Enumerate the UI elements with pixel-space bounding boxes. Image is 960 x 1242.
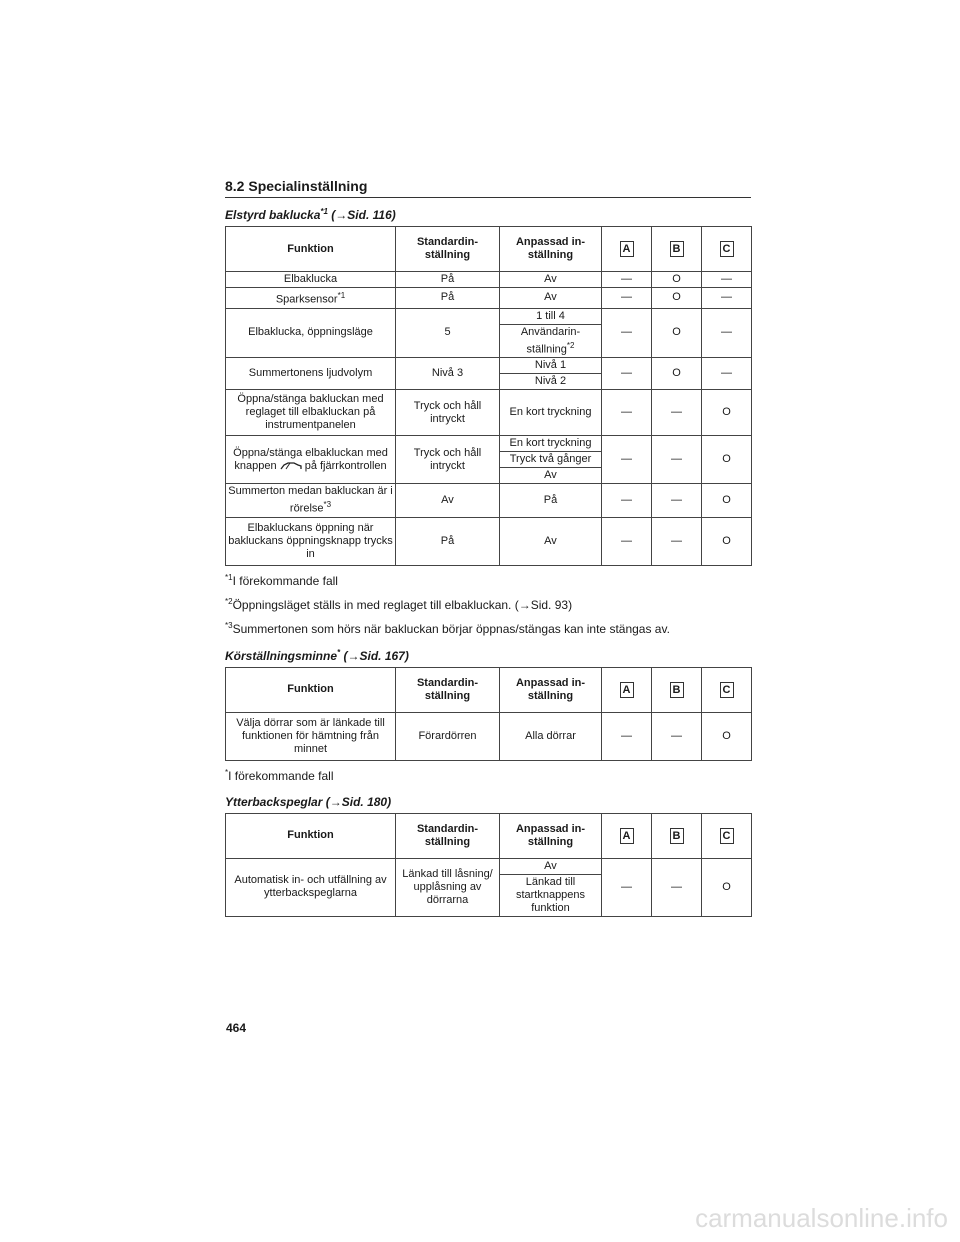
footnote-marker: *2 [225, 596, 233, 606]
column-b-box: B [670, 241, 684, 257]
header-b [652, 667, 702, 712]
cell-anpassad: Länkad till startknappens funktion [500, 874, 602, 916]
header-b [652, 813, 702, 858]
cell-text: Öppna/stänga elbakluckan med knappen [233, 446, 388, 472]
column-a-box: A [620, 241, 634, 257]
cell-anpassad: Tryck två gånger [500, 452, 602, 468]
table-row [226, 390, 752, 436]
cell-anpassad: Alla dörrar [500, 712, 602, 760]
cell-b: O [652, 358, 702, 390]
cell-b: — [652, 390, 702, 436]
table-row [226, 712, 752, 760]
watermark: carmanualsonline.info [695, 1203, 948, 1233]
header-funktion: Funktion [226, 667, 396, 712]
manual-page [225, 178, 751, 917]
header-a [602, 227, 652, 272]
cell-a: — [602, 858, 652, 916]
cell-c: — [702, 358, 752, 390]
cell-b: O [652, 308, 702, 358]
table-header-row [226, 813, 752, 858]
car-key-icon [280, 461, 302, 471]
cell-text: på fjärrkontrollen [304, 459, 387, 472]
cell-anpassad: En kort tryckning [500, 390, 602, 436]
cell-c: O [702, 436, 752, 484]
cell-anpassad: En kort tryckning [500, 436, 602, 452]
cell-standard: Förardörren [396, 712, 500, 760]
footnote-text: Summertonen som hörs när bakluckan börjar öppnas/stängas kan inte stängas av. [232, 621, 670, 636]
cell-anpassad [500, 324, 602, 358]
cell-funktion [226, 436, 396, 484]
section-title-korstallningsminne [225, 648, 751, 663]
header-b [652, 227, 702, 272]
cell-standard: 5 [396, 308, 500, 358]
footnote-2 [225, 597, 751, 612]
footnote-text: I förekommande fall [232, 573, 338, 588]
cell-funktion: Summertonens ljudvolym [226, 358, 396, 390]
footnote-section2 [225, 768, 751, 783]
cell-anpassad: 1 till 4 [500, 308, 602, 324]
header-anpassad: Anpassad in-ställning [500, 667, 602, 712]
footnote-marker: *3 [225, 620, 233, 630]
cell-a: — [602, 712, 652, 760]
cell-a: — [602, 272, 652, 288]
cell-a: — [602, 288, 652, 309]
settings-table-korstallningsminne [225, 667, 752, 761]
cell-anpassad: Av [500, 468, 602, 484]
header-c [702, 227, 752, 272]
cell-text: Sparksensor [275, 293, 338, 306]
cell-funktion: Automatisk in- och utfällning av ytterbackspeglarna [226, 858, 396, 916]
cell-funktion: Elbaklucka [226, 272, 396, 288]
footnote-text: Öppningsläget ställs in med reglaget till elbakluckan. (→Sid. 93) [232, 597, 573, 612]
section-title-text: Körställningsminne [225, 648, 338, 663]
cell-standard: Nivå 3 [396, 358, 500, 390]
cell-c: O [702, 858, 752, 916]
footnote-text: I förekommande fall [228, 768, 334, 783]
cell-a: — [602, 436, 652, 484]
header-funktion: Funktion [226, 813, 396, 858]
cell-standard: Länkad till låsning/ upplåsning av dörrarna [396, 858, 500, 916]
cell-standard: På [396, 517, 500, 565]
cell-standard: Tryck och håll intryckt [396, 436, 500, 484]
page-reference-link[interactable]: (→Sid. 167) [343, 648, 409, 663]
cell-text: Summerton medan bakluckan är i rörelse [228, 485, 393, 515]
cell-anpassad: Av [500, 272, 602, 288]
header-a [602, 667, 652, 712]
cell-b: — [652, 712, 702, 760]
table-row [226, 288, 752, 309]
cell-anpassad: Av [500, 288, 602, 309]
cell-a: — [602, 358, 652, 390]
footnote-marker: *1 [337, 291, 346, 300]
cell-a: — [602, 517, 652, 565]
chapter-title: 8.2 Specialinställning [225, 178, 751, 198]
footnote-marker: *1 [225, 572, 233, 582]
header-anpassad: Anpassad in-ställning [500, 813, 602, 858]
column-b-box: B [670, 682, 684, 698]
header-c [702, 667, 752, 712]
table-row [226, 272, 752, 288]
footnote-3 [225, 621, 751, 636]
cell-funktion [226, 484, 396, 518]
cell-standard: Tryck och håll intryckt [396, 390, 500, 436]
table-row [226, 484, 752, 518]
cell-funktion [226, 288, 396, 309]
footnote-marker: *1 [320, 207, 328, 216]
header-standard: Standardin-ställning [396, 227, 500, 272]
cell-standard: Av [396, 484, 500, 518]
cell-b: — [652, 436, 702, 484]
cell-c: O [702, 517, 752, 565]
footnote-marker: * [337, 647, 341, 657]
header-c [702, 813, 752, 858]
cell-anpassad: På [500, 484, 602, 518]
column-c-box: C [720, 828, 734, 844]
column-c-box: C [720, 682, 734, 698]
column-c-box: C [720, 241, 734, 257]
header-anpassad: Anpassad in-ställning [500, 227, 602, 272]
column-a-box: A [620, 828, 634, 844]
cell-funktion: Elbaklucka, öppningsläge [226, 308, 396, 358]
cell-c: — [702, 272, 752, 288]
cell-c: — [702, 288, 752, 309]
cell-anpassad: Nivå 2 [500, 374, 602, 390]
header-standard: Standardin-ställning [396, 667, 500, 712]
table-row [226, 517, 752, 565]
cell-c: O [702, 712, 752, 760]
settings-table-elstyrd-baklucka [225, 226, 752, 566]
header-standard: Standardin-ställning [396, 813, 500, 858]
cell-b: O [652, 288, 702, 309]
cell-anpassad: Av [500, 517, 602, 565]
footnote-1 [225, 573, 751, 588]
table-row [226, 858, 752, 874]
footnote-marker: * [225, 767, 229, 777]
table-row [226, 308, 752, 324]
cell-anpassad: Nivå 1 [500, 358, 602, 374]
column-a-box: A [620, 682, 634, 698]
settings-table-ytterbackspeglar [225, 813, 752, 917]
cell-standard: På [396, 272, 500, 288]
cell-b: — [652, 517, 702, 565]
header-funktion: Funktion [226, 227, 396, 272]
header-a [602, 813, 652, 858]
cell-funktion: Öppna/stänga bakluckan med reglaget till elbakluckan på instrumentpanelen [226, 390, 396, 436]
section-title-elstyrd-baklucka [225, 207, 751, 222]
cell-a: — [602, 308, 652, 358]
section-title-ytterbackspeglar [225, 795, 751, 809]
cell-anpassad: Av [500, 858, 602, 874]
cell-b: — [652, 858, 702, 916]
table-row [226, 358, 752, 374]
cell-c: O [702, 390, 752, 436]
cell-funktion: Välja dörrar som är länkade till funktionen för hämtning från minnet [226, 712, 396, 760]
page-reference-link[interactable]: (→Sid. 180) [325, 794, 392, 809]
cell-b: — [652, 484, 702, 518]
section-title-text: Ytterbackspeglar [225, 794, 323, 809]
cell-text: Användarin-ställning [520, 325, 581, 356]
cell-funktion: Elbakluckans öppning när bakluckans öppningsknapp trycks in [226, 517, 396, 565]
section-title-text: Elstyrd baklucka [225, 208, 321, 222]
cell-standard: På [396, 288, 500, 309]
page-number: 464 [226, 1021, 247, 1035]
cell-c: O [702, 484, 752, 518]
footnote-marker: *2 [566, 340, 575, 350]
footnote-marker: *3 [323, 500, 332, 510]
cell-a: — [602, 484, 652, 518]
cell-c: — [702, 308, 752, 358]
table-header-row [226, 667, 752, 712]
table-row [226, 436, 752, 452]
cell-b: O [652, 272, 702, 288]
table-header-row [226, 227, 752, 272]
column-b-box: B [670, 828, 684, 844]
cell-a: — [602, 390, 652, 436]
page-reference-link[interactable]: (→Sid. 116) [331, 208, 396, 222]
